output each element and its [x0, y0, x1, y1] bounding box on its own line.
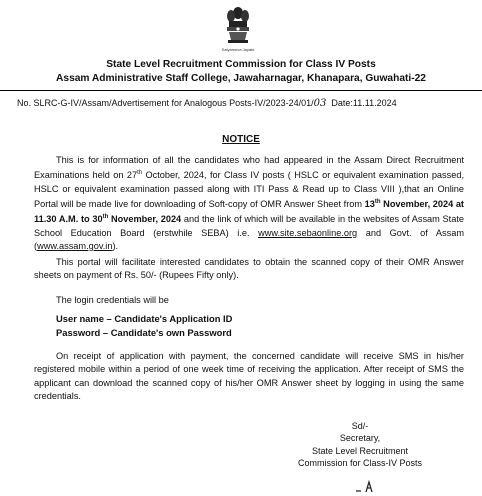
p1-text-e: ). — [112, 240, 119, 251]
header-divider — [0, 90, 482, 91]
p2-text: This portal will facilitate interested candidates to obtain the scanned copy of their OMR Answer sheets on payment of Rs. 50/- (Rupees Fifty only). — [34, 257, 464, 281]
signature-sd: Sd/- — [351, 421, 369, 431]
reference-line — [17, 98, 397, 109]
reference-date: Date:11.11.2024 — [331, 98, 397, 108]
signature-org-line-1: State Level Recruitment — [311, 446, 409, 456]
notice-title: NOTICE — [222, 134, 260, 145]
p1-bold-sup-2: th — [102, 214, 109, 221]
signature-org-line-2: Commission for Class-IV Posts — [297, 458, 423, 468]
p1-text-a: This is for information of all the candidates who had appeared in the Assam Direct Recruitment Examinations held on 27 — [34, 155, 464, 181]
paragraph-2 — [34, 256, 464, 283]
emblem-caption: Satyameva Jayate — [221, 47, 255, 52]
state-emblem-icon — [223, 4, 253, 48]
p1-bold-date-3: November, 2024 — [108, 214, 182, 225]
reference-number: No. SLRC-G-IV/Assam/Advertisement for Analogous Posts-IV/2023-24/01/ — [17, 98, 314, 108]
p1-text-b: October, 2024, for Class IV posts ( HSLC or equivalent examination passed, HSLC or equivalent examination passed along with ITI Pass & Read up to Class VIII ),that an Online Portal will be made live for downloading of Soft-copy of OMR Answer Sheet from — [34, 170, 464, 210]
p1-bold-date-1: 13 — [364, 199, 375, 210]
signature-title: Secretary, — [339, 433, 381, 443]
seba-website-link[interactable]: www.site.sebaonline.org — [258, 227, 358, 238]
p1-text-d: and Govt. of Assam ( — [34, 227, 464, 251]
p1-bold-date-2: November, 2024 at 11.30 A.M. to 30 — [34, 199, 464, 225]
password-credential: Password – Candidate's own Password — [56, 327, 232, 338]
paragraph-3: The login credentials will be — [56, 295, 169, 305]
p4-text: On receipt of application with payment, the concerned candidate will receive SMS in his/her registered mobile within a period of one week time of receiving the application. After receipt of SMS the applicant can download the scanned copy of his/her OMR Answer sheet by logging in using the same credentials. — [34, 351, 464, 401]
handwritten-signature-mark — [352, 478, 382, 496]
p1-sup-a: th — [137, 170, 143, 177]
username-credential: User name – Candidate's Application ID — [56, 313, 233, 324]
p1-text-c: and the link of which will be available in the websites of Assam State School Education Board (erstwhile SEBA) i.e. — [34, 214, 464, 238]
p1-bold-sup-1: th — [374, 198, 381, 205]
header-line-1: State Level Recruitment Commission for Class IV Posts — [106, 59, 376, 70]
assam-gov-link[interactable]: www.assam.gov.in — [37, 240, 113, 251]
paragraph-4 — [34, 350, 464, 403]
reference-handwritten-suffix: 03 — [313, 98, 327, 109]
header-line-2: Assam Administrative Staff College, Jawaharnagar, Khanapara, Guwahati-22 — [56, 73, 426, 84]
paragraph-1 — [34, 154, 464, 253]
